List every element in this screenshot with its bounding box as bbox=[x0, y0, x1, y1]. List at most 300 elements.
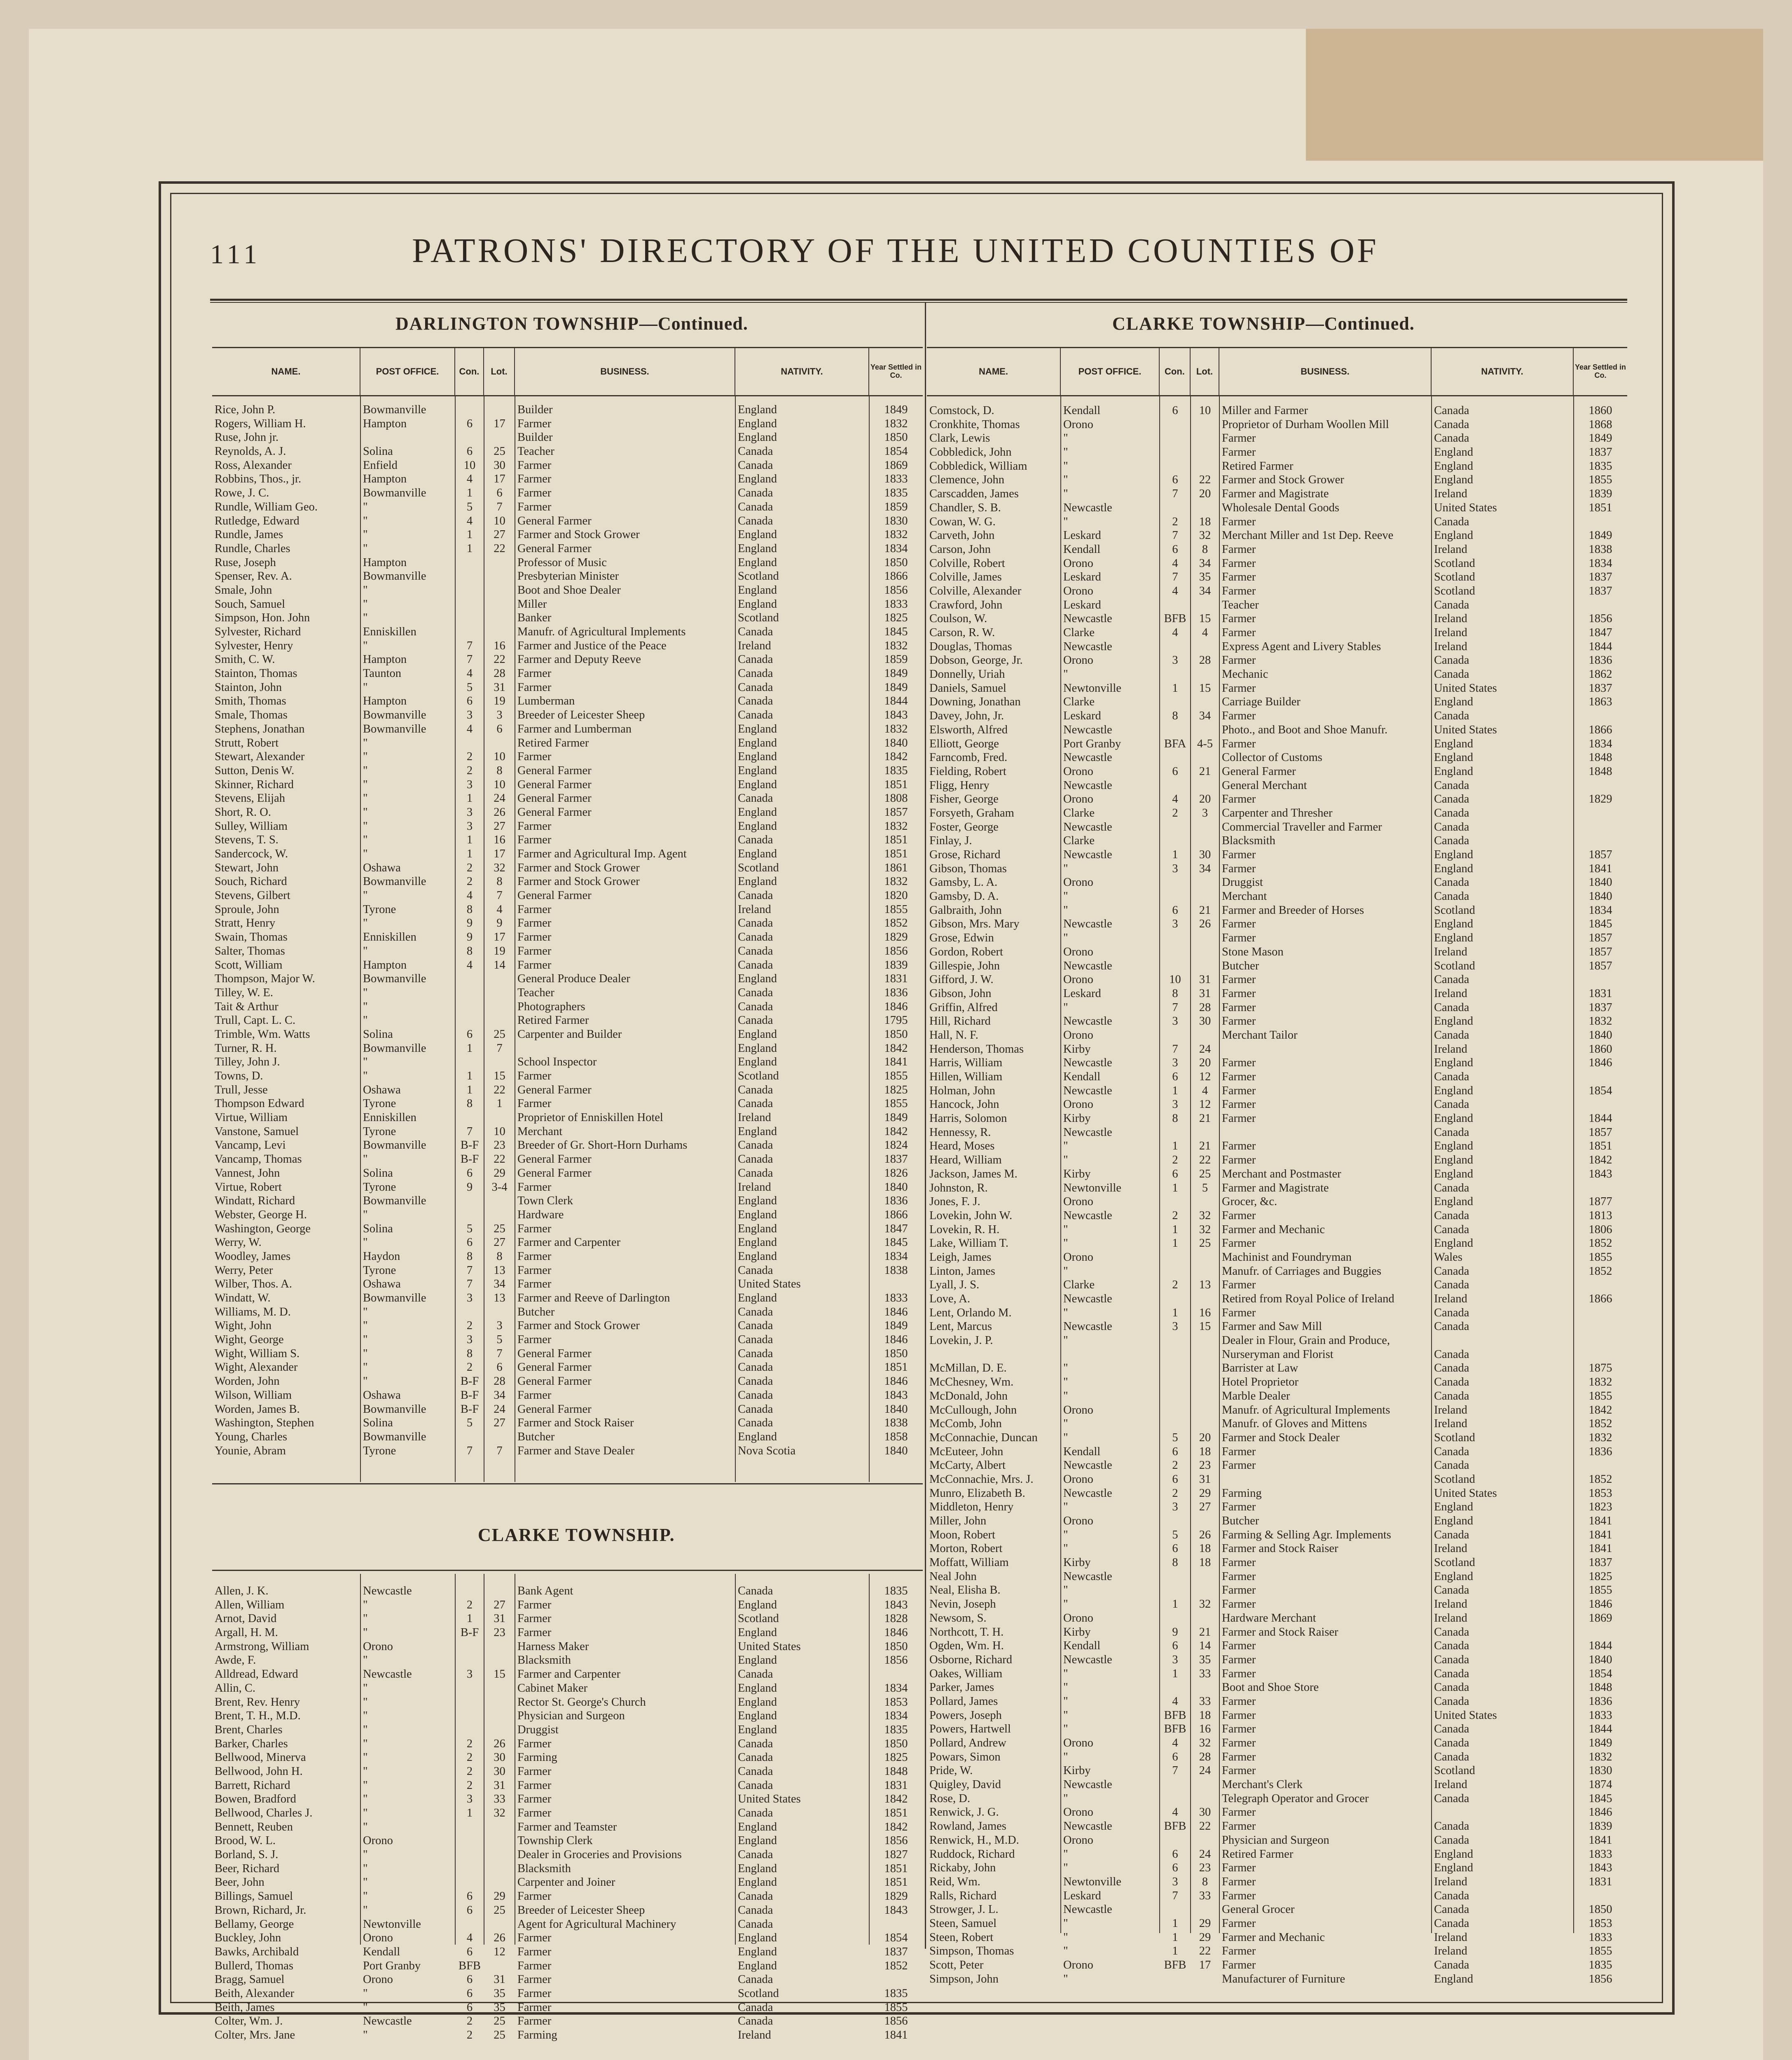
cell-con: 1 bbox=[1172, 1181, 1178, 1194]
cell-nat: Canada bbox=[738, 1083, 773, 1096]
directory-row bbox=[212, 472, 923, 486]
cell-bus: Rector St. George's Church bbox=[517, 1695, 646, 1709]
cell-bus: Agent for Agricultural Machinery bbox=[517, 1917, 676, 1931]
cell-year: 1839 bbox=[1588, 1820, 1612, 1833]
cell-lot: 32 bbox=[1199, 1737, 1211, 1749]
cell-po: " bbox=[1063, 1362, 1068, 1375]
cell-con bbox=[1160, 459, 1191, 473]
cell-con: BFA bbox=[1164, 737, 1186, 750]
cell-po: Orono bbox=[1063, 1195, 1093, 1208]
cell-nat: Ireland bbox=[1434, 1945, 1467, 1958]
directory-row bbox=[212, 1917, 923, 1931]
cell-lot: 31 bbox=[1199, 973, 1211, 986]
directory-row bbox=[927, 431, 1627, 445]
cell-bus: Builder bbox=[517, 431, 553, 444]
cell-year: 1847 bbox=[884, 1222, 908, 1235]
cell-po: Solina bbox=[363, 1028, 393, 1041]
cell-nat: England bbox=[738, 542, 777, 555]
directory-row bbox=[927, 1695, 1627, 1709]
cell-lot bbox=[1191, 598, 1219, 612]
cell-year: 1833 bbox=[884, 1292, 908, 1304]
directory-row bbox=[212, 1931, 923, 1945]
cell-con bbox=[1160, 1514, 1191, 1528]
cell-con bbox=[455, 1640, 484, 1654]
cell-nat: Canada bbox=[1434, 1750, 1469, 1763]
cell-nat: Canada bbox=[738, 1305, 773, 1318]
cell-name: Morton, Robert bbox=[929, 1542, 1003, 1555]
directory-row bbox=[212, 889, 923, 903]
cell-con: 5 bbox=[466, 1222, 473, 1235]
cell-bus: Farmer bbox=[1222, 1598, 1256, 1611]
cell-po: " bbox=[363, 583, 368, 597]
cell-nat: England bbox=[1434, 459, 1473, 473]
cell-name: Grose, Richard bbox=[929, 848, 1001, 861]
cell-nat: Canada bbox=[1434, 1306, 1469, 1319]
cell-con: 6 bbox=[1172, 1861, 1178, 1875]
directory-row bbox=[927, 890, 1627, 904]
cell-nat: England bbox=[738, 1959, 777, 1972]
cell-po: " bbox=[363, 681, 368, 694]
cell-bus: Farming bbox=[517, 1751, 557, 1764]
directory-row bbox=[212, 1640, 923, 1654]
cell-bus: General Farmer bbox=[517, 805, 592, 819]
cell-lot: 30 bbox=[1199, 1015, 1211, 1028]
cell-bus: Farmer bbox=[517, 958, 552, 971]
cell-nat: England bbox=[738, 819, 777, 833]
cell-year: 1842 bbox=[884, 1793, 908, 1806]
cell-con: 3 bbox=[1172, 654, 1178, 667]
cell-bus: Farmer bbox=[517, 1222, 552, 1235]
cell-year: 1846 bbox=[1588, 1598, 1612, 1611]
cell-year: 1857 bbox=[884, 805, 908, 819]
cell-bus: Farmer bbox=[517, 681, 552, 694]
cell-name: Beer, John bbox=[215, 1876, 264, 1889]
cell-lot: 31 bbox=[494, 1779, 505, 1792]
cell-con: 1 bbox=[466, 1042, 473, 1055]
cell-name: Clark, Lewis bbox=[929, 432, 990, 445]
directory-row bbox=[927, 1014, 1627, 1028]
cell-po: " bbox=[363, 1848, 368, 1861]
cell-nat: Scotland bbox=[1434, 904, 1475, 917]
cell-year: 1855 bbox=[884, 903, 908, 916]
cell-nat: Canada bbox=[738, 514, 773, 527]
cell-nat: Ireland bbox=[1434, 945, 1467, 958]
directory-row bbox=[927, 1139, 1627, 1153]
cell-po: Orono bbox=[1063, 557, 1093, 570]
directory-row bbox=[212, 625, 923, 639]
cell-nat: United States bbox=[738, 1640, 801, 1653]
cell-name: Quigley, David bbox=[929, 1778, 1001, 1791]
cell-nat: Canada bbox=[738, 1807, 773, 1819]
cell-lot: 24 bbox=[494, 792, 505, 805]
cell-name: Heard, William bbox=[929, 1154, 1002, 1167]
cell-bus: Farmer bbox=[517, 1278, 552, 1291]
cell-con bbox=[1160, 1389, 1191, 1403]
cell-po: " bbox=[1063, 904, 1068, 917]
directory-row bbox=[927, 1056, 1627, 1070]
cell-year: 1841 bbox=[1588, 1528, 1612, 1541]
cell-lot bbox=[484, 1208, 515, 1222]
cell-po: Hampton bbox=[363, 417, 407, 430]
cell-nat: Canada bbox=[1434, 418, 1469, 431]
cell-nat: Canada bbox=[738, 889, 773, 902]
cell-nat: England bbox=[738, 750, 777, 763]
cell-po: " bbox=[363, 1903, 368, 1917]
cell-po: " bbox=[1063, 1750, 1068, 1763]
cell-year: 1795 bbox=[884, 1014, 908, 1027]
cell-year: 1834 bbox=[1588, 904, 1612, 917]
cell-po: Orono bbox=[1063, 945, 1093, 958]
cell-name: Turner, R. H. bbox=[215, 1042, 277, 1055]
directory-row bbox=[927, 751, 1627, 765]
cell-bus: Farmer bbox=[1222, 862, 1256, 875]
cell-name: Brent, Charles bbox=[215, 1723, 283, 1736]
cell-con: 7 bbox=[466, 1278, 473, 1291]
cell-bus: General Farmer bbox=[517, 1402, 592, 1416]
darlington-section-title: DARLINGTON TOWNSHIP—Continued. bbox=[395, 314, 748, 334]
cell-po: Orono bbox=[1063, 1028, 1093, 1042]
cell-bus: Banker bbox=[517, 611, 552, 625]
cell-lot bbox=[1191, 1292, 1219, 1306]
cell-nat: England bbox=[738, 1681, 777, 1695]
cell-nat: Canada bbox=[1434, 432, 1469, 445]
cell-year: 1820 bbox=[884, 889, 908, 902]
cell-year: 1848 bbox=[1588, 765, 1612, 778]
cell-name: Griffin, Alfred bbox=[929, 1001, 998, 1014]
cell-lot bbox=[1191, 945, 1219, 959]
cell-lot: 25 bbox=[494, 1903, 505, 1917]
cell-nat: Scotland bbox=[1434, 1472, 1475, 1486]
directory-row bbox=[927, 1028, 1627, 1042]
directory-row bbox=[212, 1042, 923, 1056]
darlington-rows bbox=[212, 403, 923, 1458]
cell-bus: Mechanic bbox=[1222, 668, 1268, 681]
cell-nat: Canada bbox=[738, 1264, 773, 1277]
cell-year: 1840 bbox=[1588, 890, 1612, 903]
cell-bus: Farmer bbox=[1222, 1278, 1256, 1292]
cell-nat: England bbox=[1434, 1972, 1473, 1985]
cell-name: Northcott, T. H. bbox=[929, 1625, 1004, 1639]
directory-row bbox=[212, 750, 923, 764]
cell-con bbox=[1160, 751, 1191, 765]
cell-con: 2 bbox=[466, 861, 473, 874]
cell-name: Leigh, James bbox=[929, 1250, 992, 1264]
cell-year: 1846 bbox=[884, 1375, 908, 1388]
directory-row bbox=[212, 1319, 923, 1333]
cell-lot: 24 bbox=[1199, 1764, 1211, 1777]
cell-bus: Farmer bbox=[517, 903, 552, 916]
cell-name: Steen, Robert bbox=[929, 1931, 994, 1944]
cell-bus: Farmer and Mechanic bbox=[1222, 1931, 1325, 1944]
directory-row bbox=[212, 542, 923, 556]
cell-nat: England bbox=[1434, 1112, 1473, 1125]
cell-name: Sutton, Denis W. bbox=[215, 764, 295, 777]
cell-lot: 27 bbox=[1199, 1501, 1211, 1514]
cell-po: " bbox=[363, 750, 368, 763]
cell-name: Wight, Alexander bbox=[215, 1361, 298, 1374]
cell-year: 1833 bbox=[1588, 1847, 1612, 1861]
cell-con bbox=[455, 1709, 484, 1723]
cell-con: 3 bbox=[1172, 1098, 1178, 1111]
cell-name: Nevin, Joseph bbox=[929, 1598, 996, 1611]
directory-row bbox=[927, 1944, 1627, 1958]
cell-po: Newcastle bbox=[1063, 918, 1112, 931]
cell-con: 1 bbox=[1172, 1931, 1178, 1944]
cell-year bbox=[1574, 1889, 1627, 1903]
cell-bus: Farmer bbox=[1222, 1723, 1256, 1736]
cell-lot bbox=[1191, 1583, 1219, 1597]
cell-nat: England bbox=[738, 1208, 777, 1221]
directory-row bbox=[927, 1403, 1627, 1417]
cell-lot: 16 bbox=[494, 639, 505, 652]
cell-bus: Farmer bbox=[1222, 1709, 1256, 1722]
directory-row bbox=[927, 1042, 1627, 1056]
cell-bus: Farmer bbox=[1222, 1001, 1256, 1014]
cell-year: 1851 bbox=[884, 1807, 908, 1819]
cell-po: Newcastle bbox=[1063, 959, 1112, 972]
cell-name: Munro, Elizabeth B. bbox=[929, 1486, 1025, 1500]
directory-row bbox=[927, 1195, 1627, 1209]
cell-lot: 15 bbox=[1199, 1320, 1211, 1333]
cell-nat: Canada bbox=[1434, 1792, 1469, 1805]
cell-name: Worden, John bbox=[215, 1375, 280, 1388]
cell-con: 9 bbox=[466, 931, 473, 944]
cell-nat: Canada bbox=[738, 958, 773, 971]
cell-nat: England bbox=[738, 1125, 777, 1138]
cell-con: 3 bbox=[466, 778, 473, 791]
cell-nat: England bbox=[738, 1250, 777, 1263]
cell-con bbox=[455, 625, 484, 639]
directory-row bbox=[927, 1236, 1627, 1250]
directory-row bbox=[927, 792, 1627, 806]
cell-name: Brent, Rev. Henry bbox=[215, 1695, 300, 1709]
directory-row bbox=[212, 667, 923, 681]
directory-row bbox=[927, 1126, 1627, 1140]
directory-row bbox=[927, 848, 1627, 862]
cell-nat: Canada bbox=[738, 1585, 773, 1597]
cell-nat: United States bbox=[738, 1278, 801, 1291]
cell-name: Hill, Richard bbox=[929, 1015, 991, 1028]
cell-year: 1842 bbox=[1588, 1154, 1612, 1167]
cell-con: 5 bbox=[466, 681, 473, 694]
cell-lot: 22 bbox=[1199, 473, 1211, 487]
cell-con bbox=[1160, 667, 1191, 681]
cell-name: McConnachie, Mrs. J. bbox=[929, 1472, 1034, 1486]
cell-nat: England bbox=[1434, 695, 1473, 709]
directory-row bbox=[927, 1209, 1627, 1223]
cell-year: 1836 bbox=[1588, 1445, 1612, 1458]
cell-year: 1852 bbox=[1588, 1417, 1612, 1430]
cell-con bbox=[1160, 1375, 1191, 1389]
cell-nat: England bbox=[738, 417, 777, 430]
cell-con: 8 bbox=[466, 1347, 473, 1360]
cell-nat: England bbox=[738, 473, 777, 486]
cell-name bbox=[927, 1348, 1061, 1362]
directory-row bbox=[927, 1709, 1627, 1723]
cell-year: 1838 bbox=[1588, 543, 1612, 556]
cell-po: Orono bbox=[1063, 1833, 1093, 1847]
cell-lot: 21 bbox=[1199, 1112, 1211, 1125]
cell-con bbox=[1160, 501, 1191, 515]
cell-po: Bowmanville bbox=[363, 1402, 426, 1416]
cell-lot bbox=[484, 736, 515, 750]
cell-nat: Canada bbox=[738, 1097, 773, 1110]
cell-bus: Farmer bbox=[1222, 1056, 1256, 1070]
cell-bus: Barrister at Law bbox=[1222, 1362, 1298, 1375]
cell-po: " bbox=[363, 1779, 368, 1792]
cell-name: Simpson, John bbox=[929, 1972, 999, 1985]
cell-po: Newcastle bbox=[1063, 1084, 1112, 1097]
cell-bus: General Farmer bbox=[517, 1375, 592, 1388]
cell-con bbox=[1160, 445, 1191, 459]
directory-row bbox=[212, 1889, 923, 1903]
cell-bus: Farmer bbox=[517, 1931, 552, 1945]
directory-row bbox=[927, 1361, 1627, 1375]
cell-lot: 18 bbox=[1199, 1709, 1211, 1722]
cell-year: 1851 bbox=[884, 1361, 908, 1374]
cell-po: " bbox=[363, 1820, 368, 1833]
cell-nat: United States bbox=[1434, 501, 1497, 514]
cell-con: 5 bbox=[1172, 1431, 1178, 1444]
directory-row bbox=[927, 1639, 1627, 1653]
cell-con: 1 bbox=[466, 487, 473, 500]
cell-lot bbox=[484, 1695, 515, 1709]
cell-name: McCullough, John bbox=[929, 1403, 1017, 1416]
cell-bus: General Farmer bbox=[517, 1083, 592, 1096]
directory-row bbox=[927, 1847, 1627, 1861]
cell-con: 2 bbox=[466, 764, 473, 777]
cell-name: Strutt, Robert bbox=[215, 736, 279, 749]
col-post-office-header: POST OFFICE. bbox=[360, 348, 455, 395]
cell-lot bbox=[484, 1055, 515, 1069]
cell-nat: England bbox=[1434, 751, 1473, 764]
cell-lot: 8 bbox=[1202, 1875, 1208, 1888]
cell-con: 4 bbox=[466, 722, 473, 735]
cell-year: 1831 bbox=[1588, 1875, 1612, 1888]
directory-row bbox=[927, 806, 1627, 820]
cell-name: Wight, George bbox=[215, 1333, 284, 1346]
cell-year: 1850 bbox=[884, 1640, 908, 1653]
directory-row bbox=[927, 1958, 1627, 1972]
directory-row bbox=[212, 1667, 923, 1681]
directory-row bbox=[927, 1431, 1627, 1445]
col-business-header: BUSINESS. bbox=[1219, 348, 1432, 395]
cell-con: 6 bbox=[466, 1028, 473, 1041]
cell-nat: Canada bbox=[1434, 973, 1469, 986]
directory-row bbox=[212, 694, 923, 708]
cell-nat: England bbox=[1434, 862, 1473, 875]
cell-name: Strowger, J. L. bbox=[929, 1903, 999, 1916]
cell-name: Skinner, Richard bbox=[215, 778, 294, 791]
cell-nat: Canada bbox=[1434, 515, 1469, 528]
cell-year: 1808 bbox=[884, 792, 908, 805]
cell-nat: Ireland bbox=[1434, 543, 1467, 556]
cell-name: Harris, William bbox=[929, 1056, 1003, 1070]
cell-bus: Collector of Customs bbox=[1222, 751, 1322, 764]
cell-con bbox=[455, 1430, 484, 1444]
cell-po: " bbox=[363, 597, 368, 611]
directory-row bbox=[212, 459, 923, 473]
cell-year: 1844 bbox=[1588, 1723, 1612, 1736]
cell-po: Bowmanville bbox=[363, 570, 426, 583]
cell-year: 1855 bbox=[1588, 1389, 1612, 1402]
cell-bus: Farmer and Stock Raiser bbox=[1222, 1625, 1338, 1639]
directory-row bbox=[927, 640, 1627, 654]
cell-lot bbox=[484, 1653, 515, 1667]
cell-po: " bbox=[363, 1737, 368, 1750]
cell-con bbox=[1160, 1334, 1191, 1348]
cell-nat: England bbox=[1434, 473, 1473, 487]
cell-lot bbox=[1191, 1514, 1219, 1528]
cell-lot bbox=[484, 1709, 515, 1723]
cell-po: " bbox=[363, 1361, 368, 1374]
cell-name: Virtue, William bbox=[215, 1111, 288, 1124]
cell-name: Salter, Thomas bbox=[215, 944, 285, 957]
cell-bus: Farmer bbox=[1222, 1695, 1256, 1708]
col-nativity-header: NATIVITY. bbox=[735, 348, 869, 395]
cell-nat: Canada bbox=[738, 1416, 773, 1430]
cell-name: Bragg, Samuel bbox=[215, 1973, 285, 1986]
directory-row bbox=[212, 1125, 923, 1139]
cell-year: 1839 bbox=[1588, 487, 1612, 501]
cell-po: Clarke bbox=[1063, 626, 1095, 639]
directory-row bbox=[212, 1695, 923, 1709]
cell-nat: Canada bbox=[1434, 1737, 1469, 1749]
cell-name: Gillespie, John bbox=[929, 959, 1000, 972]
cell-nat: Canada bbox=[1434, 1889, 1469, 1902]
cell-name: Carson, John bbox=[929, 543, 991, 556]
cell-con: 8 bbox=[466, 903, 473, 916]
cell-year: 1833 bbox=[884, 473, 908, 486]
cell-nat: Scotland bbox=[1434, 1556, 1475, 1569]
cell-lot: 29 bbox=[494, 1890, 505, 1903]
cell-lot: 30 bbox=[494, 1751, 505, 1764]
cell-bus: Farmer and Magistrate bbox=[1222, 1181, 1329, 1194]
cell-name: Ruse, John jr. bbox=[215, 431, 279, 444]
cell-con: 4 bbox=[466, 667, 473, 680]
cell-con: 1 bbox=[1172, 1598, 1178, 1611]
cell-lot: 23 bbox=[494, 1139, 505, 1152]
cell-year bbox=[1574, 1458, 1627, 1472]
cell-lot: 4 bbox=[1202, 626, 1208, 639]
cell-year: 1833 bbox=[884, 597, 908, 611]
cell-po: Newcastle bbox=[1063, 779, 1112, 792]
cell-po: " bbox=[363, 764, 368, 777]
cell-year: 1842 bbox=[884, 1042, 908, 1055]
cell-con bbox=[1160, 418, 1191, 432]
cell-bus: Blacksmith bbox=[1222, 834, 1275, 847]
directory-row bbox=[927, 1375, 1627, 1389]
cell-bus: Farmer and Stock Grower bbox=[517, 528, 640, 541]
cell-nat: Canada bbox=[738, 1917, 773, 1931]
page-number: 111 bbox=[210, 239, 262, 269]
directory-row bbox=[212, 1875, 923, 1889]
cell-year: 1851 bbox=[884, 778, 908, 791]
directory-row bbox=[212, 445, 923, 459]
directory-row bbox=[212, 1374, 923, 1388]
cell-lot: 15 bbox=[1199, 681, 1211, 695]
cell-name: Brown, Richard, Jr. bbox=[215, 1903, 306, 1917]
cell-lot bbox=[484, 1430, 515, 1444]
directory-row bbox=[212, 1014, 923, 1028]
cell-name: Pollard, James bbox=[929, 1695, 998, 1708]
cell-bus: General Farmer bbox=[517, 889, 592, 902]
cell-con bbox=[1160, 1792, 1191, 1806]
cell-con: 1 bbox=[466, 1807, 473, 1819]
directory-row bbox=[927, 765, 1627, 779]
cell-bus: Farmer and Stock Dealer bbox=[1222, 1431, 1340, 1444]
cell-bus: Farmer bbox=[517, 487, 552, 500]
